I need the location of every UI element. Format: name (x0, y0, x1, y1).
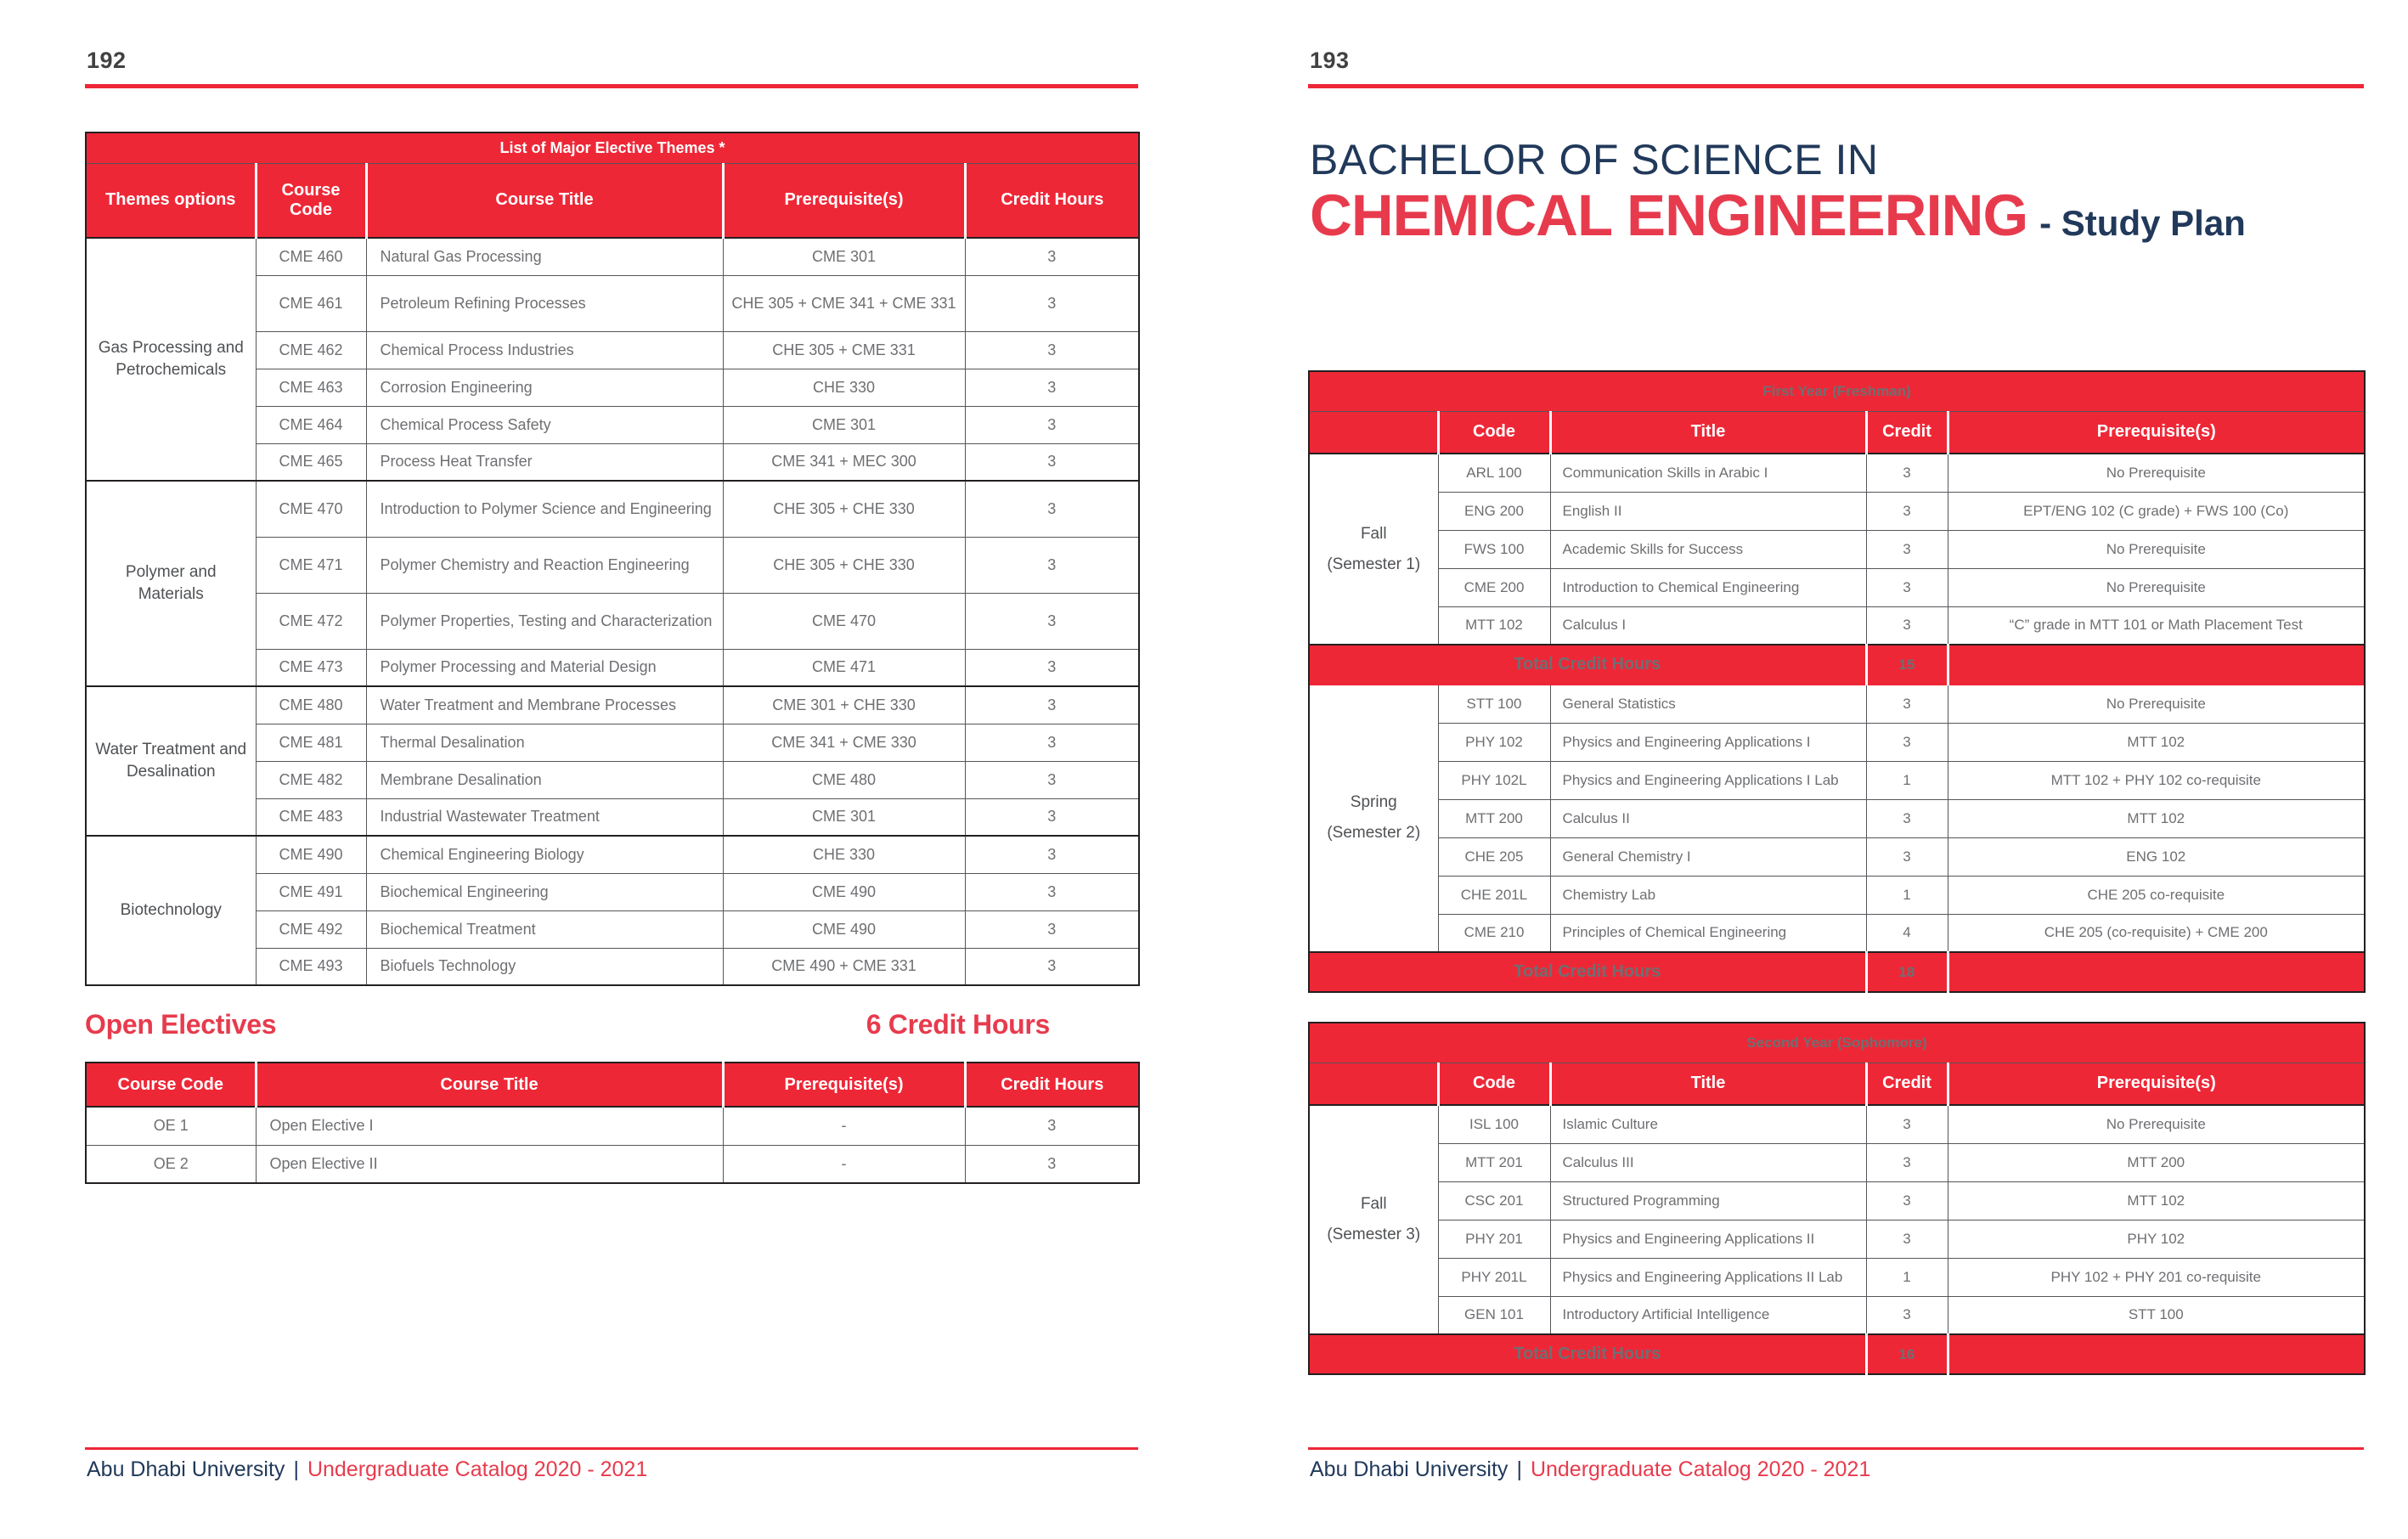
theme-label: Water Treatment and Desalination (86, 686, 256, 836)
course-credits-cell: 3 (965, 649, 1139, 686)
column-header: Course Title (256, 1063, 723, 1107)
course-prereq-cell: CHE 305 + CME 331 (723, 331, 965, 369)
course-credit-cell: 3 (1866, 568, 1948, 606)
course-code-cell: CME 463 (256, 369, 366, 406)
course-prereq-cell: CME 301 (723, 238, 965, 275)
semester-label (1309, 1105, 1438, 1334)
course-title-cell: Calculus II (1550, 799, 1866, 837)
course-code-cell: CME 493 (256, 948, 366, 985)
course-credit-cell: 3 (1866, 492, 1948, 530)
course-credits-cell: 3 (965, 1107, 1139, 1145)
column-header: Themes options (86, 163, 256, 238)
theme-label: Polymer and Materials (86, 481, 256, 686)
course-prereq-cell: CHE 205 (co-requisite) + CME 200 (1948, 914, 2365, 952)
column-header: Prerequisite(s) (723, 163, 965, 238)
course-title-cell: Biochemical Engineering (366, 873, 723, 910)
course-prereq-cell: No Prerequisite (1948, 685, 2365, 723)
course-title-cell: Process Heat Transfer (366, 443, 723, 481)
course-credits-cell: 3 (965, 537, 1139, 593)
course-prereq-cell: ENG 102 (1948, 837, 2365, 876)
page-rule-bottom (1308, 1447, 2364, 1450)
course-prereq-cell: CME 341 + MEC 300 (723, 443, 965, 481)
semester-term: Fall (1360, 1195, 1387, 1213)
course-credit-cell: 4 (1866, 914, 1948, 952)
column-header: Credit Hours (965, 163, 1139, 238)
course-credits-cell: 3 (965, 798, 1139, 836)
course-code-cell: CME 460 (256, 238, 366, 275)
page-footer (87, 1457, 647, 1482)
course-code-cell: GEN 101 (1438, 1296, 1550, 1334)
course-code-cell: CME 491 (256, 873, 366, 910)
course-code-cell: MTT 201 (1438, 1143, 1550, 1181)
course-code-cell: ENG 200 (1438, 492, 1550, 530)
course-prereq-cell: EPT/ENG 102 (C grade) + FWS 100 (Co) (1948, 492, 2365, 530)
footer-catalog: Undergraduate Catalog 2020 - 2021 (1530, 1457, 1871, 1481)
footer-university: Abu Dhabi University (1310, 1457, 1509, 1481)
semester-number: (Semester 1) (1327, 555, 1421, 573)
course-code-cell: CSC 201 (1438, 1181, 1550, 1220)
course-code-cell: PHY 102L (1438, 761, 1550, 799)
course-credit-cell: 3 (1866, 799, 1948, 837)
theme-label: Biotechnology (86, 836, 256, 985)
course-credits-cell: 3 (965, 443, 1139, 481)
course-title-cell: Chemical Process Safety (366, 406, 723, 443)
total-credit-hours-label: Total Credit Hours (1309, 952, 1866, 992)
course-title-cell: Introduction to Polymer Science and Engineering (366, 481, 723, 537)
course-title-cell: Open Elective II (256, 1145, 723, 1183)
course-title-cell: Introductory Artificial Intelligence (1550, 1296, 1866, 1334)
course-prereq-cell: MTT 200 (1948, 1143, 2365, 1181)
course-credit-cell: 3 (1866, 1296, 1948, 1334)
page-left (85, 0, 1138, 1539)
total-row-spacer (1948, 645, 2365, 685)
course-code-cell: CME 461 (256, 275, 366, 331)
course-title-cell: Calculus I (1550, 606, 1866, 645)
course-code-cell: CME 490 (256, 836, 366, 873)
semester-column-header (1309, 1063, 1438, 1105)
course-title-cell: Water Treatment and Membrane Processes (366, 686, 723, 724)
course-credit-cell: 3 (1866, 723, 1948, 761)
total-credit-hours-value: 18 (1866, 952, 1948, 992)
column-header: Prerequisite(s) (723, 1063, 965, 1107)
course-code-cell: CME 462 (256, 331, 366, 369)
course-prereq-cell: PHY 102 + PHY 201 co-requisite (1948, 1258, 2365, 1296)
column-header: Title (1550, 411, 1866, 454)
program-title-line2: CHEMICAL ENGINEERING (1310, 182, 2028, 248)
course-prereq-cell: No Prerequisite (1948, 568, 2365, 606)
course-credit-cell: 3 (1866, 606, 1948, 645)
course-credits-cell: 3 (965, 593, 1139, 649)
column-header: Code (1438, 1063, 1550, 1105)
course-credits-cell: 3 (965, 369, 1139, 406)
page-number: 192 (87, 48, 127, 73)
course-title-cell: Corrosion Engineering (366, 369, 723, 406)
course-code-cell: CME 481 (256, 724, 366, 761)
course-title-cell: Biochemical Treatment (366, 910, 723, 948)
course-title-cell: Chemistry Lab (1550, 876, 1866, 914)
column-header: Course Code (256, 163, 366, 238)
course-credit-cell: 3 (1866, 837, 1948, 876)
study-plan-table (1308, 1022, 2366, 1375)
course-code-cell: ISL 100 (1438, 1105, 1550, 1143)
course-title-cell: Polymer Chemistry and Reaction Engineering (366, 537, 723, 593)
semester-label (1309, 685, 1438, 952)
semester-label (1309, 454, 1438, 645)
course-credits-cell: 3 (965, 761, 1139, 798)
total-credit-hours-value: 15 (1866, 645, 1948, 685)
course-title-cell: General Statistics (1550, 685, 1866, 723)
course-prereq-cell: CME 470 (723, 593, 965, 649)
course-title-cell: Industrial Wastewater Treatment (366, 798, 723, 836)
program-title (1310, 136, 2246, 248)
course-code-cell: CME 200 (1438, 568, 1550, 606)
course-prereq-cell: PHY 102 (1948, 1220, 2365, 1258)
course-code-cell: CHE 201L (1438, 876, 1550, 914)
course-prereq-cell: CME 301 (723, 798, 965, 836)
course-code-cell: FWS 100 (1438, 530, 1550, 568)
course-credits-cell: 3 (965, 948, 1139, 985)
course-code-cell: STT 100 (1438, 685, 1550, 723)
course-credit-cell: 3 (1866, 530, 1948, 568)
page-footer (1310, 1457, 1870, 1482)
year-table-title: Second Year (Sophomore) (1309, 1023, 2365, 1063)
course-credit-cell: 3 (1866, 685, 1948, 723)
elective-themes-table (85, 132, 1140, 986)
course-prereq-cell: CME 471 (723, 649, 965, 686)
course-title-cell: Thermal Desalination (366, 724, 723, 761)
course-prereq-cell: No Prerequisite (1948, 1105, 2365, 1143)
course-credits-cell: 3 (965, 724, 1139, 761)
course-prereq-cell: CME 480 (723, 761, 965, 798)
course-code-cell: CME 470 (256, 481, 366, 537)
course-code-cell: PHY 102 (1438, 723, 1550, 761)
theme-label: Gas Processing and Petrochemicals (86, 238, 256, 481)
course-credits-cell: 3 (965, 910, 1139, 948)
course-credits-cell: 3 (965, 873, 1139, 910)
course-title-cell: Biofuels Technology (366, 948, 723, 985)
course-prereq-cell: CHE 305 + CME 341 + CME 331 (723, 275, 965, 331)
semester-term: Spring (1350, 793, 1397, 812)
course-title-cell: Polymer Processing and Material Design (366, 649, 723, 686)
course-code-cell: OE 2 (86, 1145, 256, 1183)
course-code-cell: CME 482 (256, 761, 366, 798)
course-title-cell: Physics and Engineering Applications I (1550, 723, 1866, 761)
course-title-cell: Structured Programming (1550, 1181, 1866, 1220)
total-row-spacer (1948, 1334, 2365, 1374)
course-credit-cell: 3 (1866, 1220, 1948, 1258)
course-title-cell: English II (1550, 492, 1866, 530)
footer-separator: | (1516, 1457, 1522, 1481)
column-header: Course Title (366, 163, 723, 238)
course-credits-cell: 3 (965, 836, 1139, 873)
course-title-cell: Petroleum Refining Processes (366, 275, 723, 331)
course-title-cell: Introduction to Chemical Engineering (1550, 568, 1866, 606)
total-row-spacer (1948, 952, 2365, 992)
course-code-cell: CME 483 (256, 798, 366, 836)
course-credit-cell: 3 (1866, 1143, 1948, 1181)
course-title-cell: Calculus III (1550, 1143, 1866, 1181)
course-title-cell: Physics and Engineering Applications II (1550, 1220, 1866, 1258)
course-prereq-cell: CHE 205 co-requisite (1948, 876, 2365, 914)
course-code-cell: CME 480 (256, 686, 366, 724)
course-title-cell: Chemical Process Industries (366, 331, 723, 369)
course-prereq-cell: MTT 102 (1948, 723, 2365, 761)
program-title-line1: BACHELOR OF SCIENCE IN (1310, 136, 1879, 183)
page-rule-bottom (85, 1447, 1138, 1450)
course-code-cell: CHE 205 (1438, 837, 1550, 876)
course-credits-cell: 3 (965, 1145, 1139, 1183)
course-prereq-cell: CHE 305 + CHE 330 (723, 537, 965, 593)
semester-number: (Semester 2) (1327, 824, 1421, 843)
course-prereq-cell: - (723, 1107, 965, 1145)
course-credit-cell: 3 (1866, 1105, 1948, 1143)
course-prereq-cell: CME 490 + CME 331 (723, 948, 965, 985)
column-header: Prerequisite(s) (1948, 1063, 2365, 1105)
semester-term: Fall (1360, 524, 1387, 543)
page-number: 193 (1310, 48, 1350, 73)
total-credit-hours-value: 16 (1866, 1334, 1948, 1374)
study-plan-table (1308, 370, 2366, 993)
course-credit-cell: 1 (1866, 761, 1948, 799)
course-title-cell: Natural Gas Processing (366, 238, 723, 275)
total-credit-hours-label: Total Credit Hours (1309, 645, 1866, 685)
course-prereq-cell: CHE 330 (723, 369, 965, 406)
course-title-cell: Polymer Properties, Testing and Characterization (366, 593, 723, 649)
course-title-cell: Membrane Desalination (366, 761, 723, 798)
course-title-cell: General Chemistry I (1550, 837, 1866, 876)
course-code-cell: OE 1 (86, 1107, 256, 1145)
course-prereq-cell: CME 301 + CHE 330 (723, 686, 965, 724)
course-title-cell: Open Elective I (256, 1107, 723, 1145)
course-code-cell: CME 464 (256, 406, 366, 443)
column-header: Title (1550, 1063, 1866, 1105)
course-credits-cell: 3 (965, 481, 1139, 537)
course-code-cell: CME 473 (256, 649, 366, 686)
semester-column-header (1309, 411, 1438, 454)
year-table-title: First Year (Freshman) (1309, 371, 2365, 411)
course-prereq-cell: CME 490 (723, 910, 965, 948)
open-electives-header (85, 1009, 1138, 1040)
course-code-cell: CME 492 (256, 910, 366, 948)
page-right (1308, 0, 2364, 1539)
course-title-cell: Chemical Engineering Biology (366, 836, 723, 873)
course-credit-cell: 1 (1866, 876, 1948, 914)
course-credits-cell: 3 (965, 275, 1139, 331)
open-electives-table (85, 1062, 1140, 1184)
course-prereq-cell: CHE 305 + CHE 330 (723, 481, 965, 537)
course-title-cell: Academic Skills for Success (1550, 530, 1866, 568)
course-prereq-cell: No Prerequisite (1948, 530, 2365, 568)
page-rule-top (1308, 84, 2364, 88)
column-header: Credit (1866, 411, 1948, 454)
course-credits-cell: 3 (965, 331, 1139, 369)
course-prereq-cell: CME 490 (723, 873, 965, 910)
course-prereq-cell: MTT 102 + PHY 102 co-requisite (1948, 761, 2365, 799)
open-electives-credit-hours: 6 Credit Hours (866, 1009, 1050, 1040)
footer-university: Abu Dhabi University (87, 1457, 285, 1481)
course-credits-cell: 3 (965, 238, 1139, 275)
course-code-cell: MTT 200 (1438, 799, 1550, 837)
column-header: Credit Hours (965, 1063, 1139, 1107)
course-title-cell: Physics and Engineering Applications I Lab (1550, 761, 1866, 799)
course-prereq-cell: MTT 102 (1948, 799, 2365, 837)
course-prereq-cell: CME 341 + CME 330 (723, 724, 965, 761)
program-title-suffix: - Study Plan (2039, 202, 2246, 243)
footer-separator: | (293, 1457, 299, 1481)
course-prereq-cell: CHE 330 (723, 836, 965, 873)
course-credit-cell: 1 (1866, 1258, 1948, 1296)
course-code-cell: PHY 201 (1438, 1220, 1550, 1258)
course-credits-cell: 3 (965, 686, 1139, 724)
course-prereq-cell: CME 301 (723, 406, 965, 443)
course-prereq-cell: “C” grade in MTT 101 or Math Placement Test (1948, 606, 2365, 645)
course-prereq-cell: No Prerequisite (1948, 454, 2365, 492)
page-rule-top (85, 84, 1138, 88)
column-header: Code (1438, 411, 1550, 454)
footer-catalog: Undergraduate Catalog 2020 - 2021 (307, 1457, 648, 1481)
course-prereq-cell: STT 100 (1948, 1296, 2365, 1334)
column-header: Course Code (86, 1063, 256, 1107)
column-header: Prerequisite(s) (1948, 411, 2365, 454)
course-code-cell: CME 465 (256, 443, 366, 481)
course-credits-cell: 3 (965, 406, 1139, 443)
course-code-cell: PHY 201L (1438, 1258, 1550, 1296)
course-code-cell: MTT 102 (1438, 606, 1550, 645)
semester-number: (Semester 3) (1327, 1226, 1421, 1243)
course-code-cell: CME 210 (1438, 914, 1550, 952)
column-header: Credit (1866, 1063, 1948, 1105)
course-title-cell: Principles of Chemical Engineering (1550, 914, 1866, 952)
course-title-cell: Islamic Culture (1550, 1105, 1866, 1143)
course-code-cell: CME 472 (256, 593, 366, 649)
course-prereq-cell: - (723, 1145, 965, 1183)
elective-table-title: List of Major Elective Themes * (86, 132, 1139, 163)
course-code-cell: CME 471 (256, 537, 366, 593)
total-credit-hours-label: Total Credit Hours (1309, 1334, 1866, 1374)
course-prereq-cell: MTT 102 (1948, 1181, 2365, 1220)
course-code-cell: ARL 100 (1438, 454, 1550, 492)
open-electives-heading: Open Electives (85, 1009, 277, 1040)
course-credit-cell: 3 (1866, 454, 1948, 492)
course-title-cell: Communication Skills in Arabic I (1550, 454, 1866, 492)
course-credit-cell: 3 (1866, 1181, 1948, 1220)
course-title-cell: Physics and Engineering Applications II Lab (1550, 1258, 1866, 1296)
